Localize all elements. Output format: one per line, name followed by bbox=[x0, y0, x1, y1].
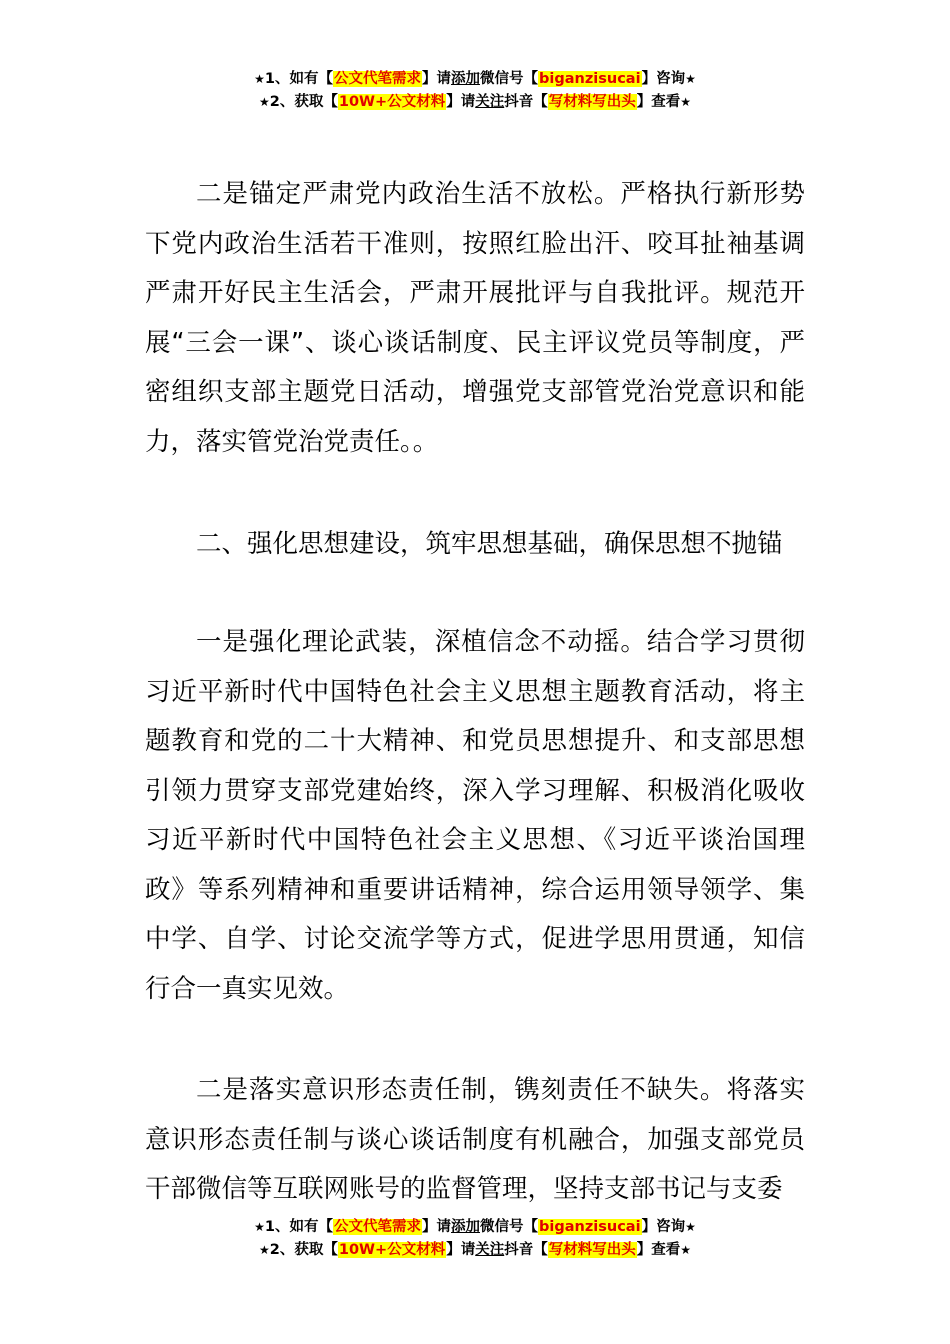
banner-text: 微信号【 bbox=[480, 71, 539, 87]
star-icon: ★ bbox=[685, 72, 696, 86]
banner-text: 】请 bbox=[446, 1242, 476, 1258]
header-banner bbox=[0, 68, 950, 114]
banner-text: 2、获取【 bbox=[269, 94, 338, 110]
star-icon: ★ bbox=[254, 1220, 265, 1234]
star-icon: ★ bbox=[680, 1243, 691, 1257]
star-icon: ★ bbox=[685, 1220, 696, 1234]
highlight-service: 公文代笔需求 bbox=[334, 1219, 422, 1235]
banner-text: 】查看 bbox=[636, 94, 681, 110]
banner-text: 抖音【 bbox=[504, 1242, 548, 1258]
banner-text: 抖音【 bbox=[504, 94, 548, 110]
document-body bbox=[145, 170, 805, 467]
highlight-materials: 10W+公文材料 bbox=[338, 1242, 446, 1258]
section-heading: 二、强化思想建设，筑牢思想基础，确保思想不抛锚 bbox=[196, 529, 783, 559]
footer-banner bbox=[0, 1216, 950, 1262]
underlined-text: 关注 bbox=[475, 1242, 505, 1258]
document-body-section2 bbox=[145, 520, 805, 570]
star-icon: ★ bbox=[259, 95, 270, 109]
banner-text: 微信号【 bbox=[480, 1219, 539, 1235]
document-body-section2-content bbox=[145, 618, 805, 1014]
banner-line-2 bbox=[0, 1239, 950, 1262]
highlight-douyin-account: 写材料写出头 bbox=[548, 94, 636, 110]
paragraph-political-life: 二是锚定严肃党内政治生活不放松。严格执行新形势下党内政治生活若干准则，按照红脸出汗、咬耳扯袖基调严肃开好民主生活会，严肃开展批评与自我批评。规范开展“三会一课”、谈心谈话制度、民主评议党员等制度，严密组织支部主题党日活动，增强党支部管党治党意识和能力，落实管党治党责任。。 bbox=[145, 179, 805, 457]
banner-text: 】请 bbox=[422, 71, 452, 87]
banner-text: 】查看 bbox=[636, 1242, 681, 1258]
document-body-section2-content-2 bbox=[145, 1066, 805, 1215]
highlight-wechat-id: biganzisucai bbox=[539, 1219, 641, 1235]
banner-text: 】请 bbox=[422, 1219, 452, 1235]
underlined-text: 添加 bbox=[451, 71, 481, 87]
banner-line-1 bbox=[0, 68, 950, 91]
banner-text: 】请 bbox=[446, 94, 476, 110]
banner-text: 1、如有【 bbox=[264, 71, 334, 87]
highlight-douyin-account: 写材料写出头 bbox=[548, 1242, 636, 1258]
banner-line-2 bbox=[0, 91, 950, 114]
highlight-service: 公文代笔需求 bbox=[334, 71, 422, 87]
banner-text: 2、获取【 bbox=[269, 1242, 338, 1258]
highlight-wechat-id: biganzisucai bbox=[539, 71, 641, 87]
star-icon: ★ bbox=[680, 95, 691, 109]
banner-line-1 bbox=[0, 1216, 950, 1239]
highlight-materials: 10W+公文材料 bbox=[338, 94, 446, 110]
star-icon: ★ bbox=[254, 72, 265, 86]
banner-text: 】咨询 bbox=[641, 1219, 686, 1235]
star-icon: ★ bbox=[259, 1243, 270, 1257]
underlined-text: 关注 bbox=[475, 94, 505, 110]
paragraph-ideology-responsibility: 二是落实意识形态责任制，镌刻责任不缺失。将落实意识形态责任制与谈心谈话制度有机融合，加强支部党员干部微信等互联网账号的监督管理，坚持支部书记与支委 bbox=[145, 1075, 805, 1204]
underlined-text: 添加 bbox=[451, 1219, 481, 1235]
banner-text: 】咨询 bbox=[641, 71, 686, 87]
paragraph-theory-armament: 一是强化理论武装，深植信念不动摇。结合学习贯彻习近平新时代中国特色社会主义思想主题教育活动，将主题教育和党的二十大精神、和党员思想提升、和支部思想引领力贯穿支部党建始终，深入学习理解、积极消化吸收习近平新时代中国特色社会主义思想、《习近平谈治国理政》等系列精神和重要讲话精神，综合运用领导领学、集中学、自学、讨论交流学等方式，促进学思用贯通，知信行合一真实见效。 bbox=[145, 627, 805, 1004]
banner-text: 1、如有【 bbox=[264, 1219, 334, 1235]
